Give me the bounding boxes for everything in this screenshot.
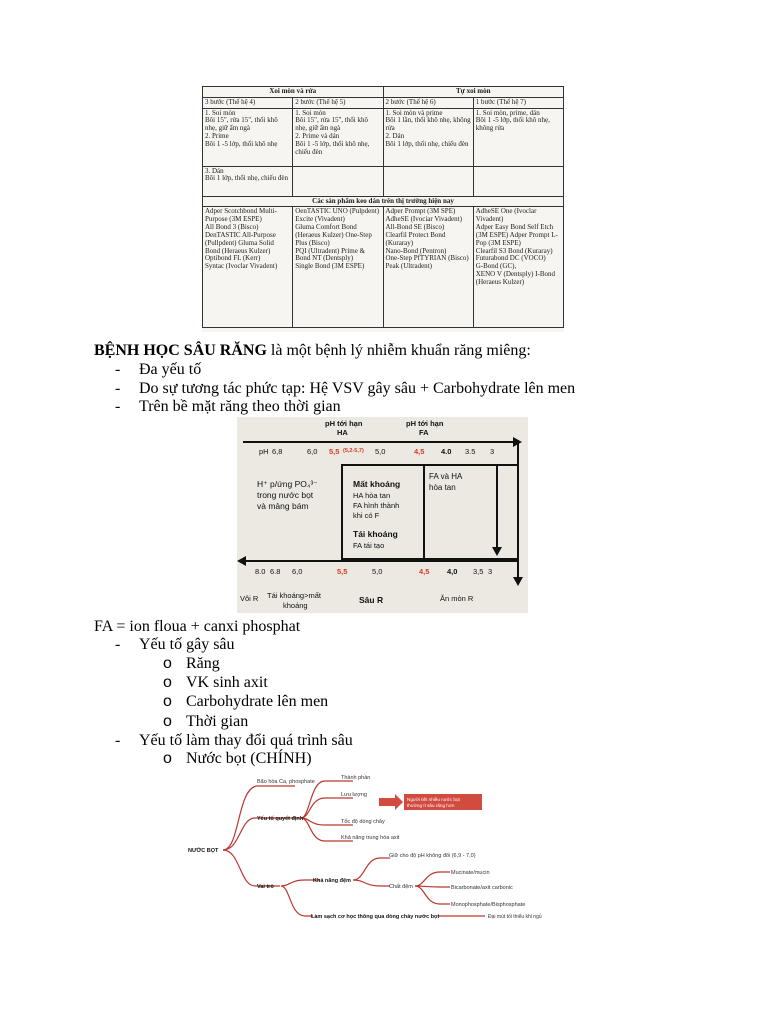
mind-map-node: Khả năng đệm	[313, 878, 351, 884]
ph-range: (5,2-5,7)	[343, 448, 364, 454]
list-item-text: Yếu tố gây sâu	[139, 636, 235, 653]
mind-map-node: Vai trò	[257, 884, 274, 890]
mind-map-node: Thành phần	[341, 775, 371, 781]
branch-luu-luong	[301, 798, 353, 818]
mind-map-node: Giữ cho độ pH không đổi (6,9 - 7,0)	[389, 853, 476, 859]
mind-map-root: NƯỚC BỌT	[188, 848, 219, 854]
callout-text: thường ít sâu răng hơn	[407, 803, 455, 808]
ph-tick: 3,5	[473, 567, 484, 576]
table-cell: 1. Soi mòn Bôi 15", rửa 15", thổi khô nhẹ, giữ ẩm ngà 2. Prime và dán Bôi 1 -5 lớp, thổi khô nhẹ, chiếu đèn	[293, 108, 383, 166]
box-top	[341, 464, 517, 466]
ph-tick-critical-fa: 4,5	[419, 567, 430, 576]
remineralization-title: Tái khoáng	[353, 529, 398, 539]
ph-tick: 6,8	[272, 447, 283, 456]
zone-erosion: Ăn mòn R	[440, 594, 474, 603]
sub-list-item-text: Nước bọt (CHÍNH)	[186, 750, 312, 767]
table-products-cell: AdheSE One (Ivoclar Vivadent) Adper Easy Bond Self Etch (3M ESPE) Adper Prompt L-Pop (3M ESPE) Clearfil S3 Bond (Kuraray) Futurabond DC (VOCO) G-Bond (GC), XENO V (Dentsply) I-Bond (Heraeus Kulzer)	[473, 207, 563, 328]
list-item-text: Yếu tố làm thay đổi quá trình sâu	[139, 732, 353, 749]
zone-voi-r: Vôi R	[240, 594, 259, 603]
box-left	[341, 464, 343, 560]
table-products-cell: Adper Prompt (3M SPE) AdheSE (Ivociar Vivadent) All-Bond SE (Bisco) Clearfil Protect Bond (Kuraray) Nano-Bond (Pentron) One-Step PfTYRIAN (Bisco) Peak (Ultradent)	[383, 207, 473, 328]
ph-tick: 4,0	[447, 567, 458, 576]
branch-vai-tro	[223, 850, 280, 886]
table-gen-header: 1 bước (Thế hệ 7)	[473, 97, 563, 108]
mind-map-node: Bicarbonate/axit carbonic	[451, 885, 513, 891]
remineralization-text: FA tái tạo	[353, 541, 385, 550]
ph-tick-critical-ha: 5,5	[329, 447, 340, 456]
mind-map-node: Mucinate/mucin	[451, 870, 490, 876]
table-cell: 1. Soi mòn Bôi 15", rửa 15", thổi khô nhẹ, giữ ẩm ngà 2. Prime Bôi 1 -5 lớp, thổi khô nhẹ	[203, 108, 293, 166]
mind-map-node: Khả năng trung hòa axit	[341, 835, 400, 841]
table-products-cell: OenTASTIC UNO (Pulpdent) Excite (Vivadent) Gluma Comfort Bond (Heraeus Kulzer) One-Step Plus (Bisco) PQI (Ultradent) Prime & Bond NT (Dentsply) Single Bond (3M ESPE)	[293, 207, 383, 328]
table-gen-header: 3 bước (Thế hệ 4)	[203, 97, 293, 108]
box-divider	[423, 464, 425, 560]
ph-tick: 3.5	[465, 447, 476, 456]
ph-tick: 5,0	[375, 447, 386, 456]
down-arrowhead-icon	[492, 547, 502, 557]
circle-bullet: o	[163, 693, 172, 710]
ph-tick: 6,0	[307, 447, 318, 456]
ph-tick: 4.0	[441, 447, 452, 456]
branch-bicarbonate	[415, 886, 450, 887]
ph-diagram-image	[237, 417, 528, 613]
sub-list-item-text: Thời gian	[186, 713, 249, 730]
ph-tick-critical-fa: 4,5	[414, 447, 425, 456]
circle-bullet: o	[163, 674, 172, 691]
adhesive-table-image	[202, 86, 564, 332]
section-heading	[94, 341, 531, 360]
ph-tick: 6,0	[292, 567, 303, 576]
dash-bullet: -	[115, 380, 121, 397]
branch-monophosphate	[415, 886, 450, 904]
table-cell	[473, 166, 563, 196]
sub-list-item-text: Răng	[186, 655, 220, 672]
fa-ha-dissolve: FA và HA	[429, 472, 463, 481]
ph-tick: pH	[259, 447, 269, 456]
h-reaction-text: và mảng bám	[257, 501, 309, 511]
ha-critical-label: pH tới hạn	[325, 419, 363, 428]
table-cell: 1. Soi mòn, prime, dán Bôi 1 -5 lớp, thổi khô nhẹ, không rửa	[473, 108, 563, 166]
demineralization-text: FA hình thành	[353, 501, 400, 510]
fa-ha-dissolve: hòa tan	[429, 483, 456, 492]
branch-lam-sach	[281, 886, 313, 916]
saliva-mind-map-image	[185, 768, 543, 932]
ha-critical-label-2: HA	[337, 428, 348, 437]
table-cell: 1. Soi mòn và prime Bôi 1 lần, thổi khô nhẹ, không rửa 2. Dán Bôi 1 lớp, thổi nhẹ, chiếu đèn	[383, 108, 473, 166]
table-group-etch-rinse: Xoi mòn và rửa	[203, 87, 384, 98]
fa-critical-label-2: FA	[419, 428, 429, 437]
bottom-arrow	[243, 560, 519, 562]
mind-map-node: Lưu lượng	[341, 792, 367, 798]
circle-bullet: o	[163, 713, 172, 730]
ph-tick: 6.8	[270, 567, 281, 576]
h-reaction-text: trong nước bọt	[257, 490, 314, 500]
mind-map-node: Bão hòa Ca, phosphate	[257, 779, 315, 785]
adhesive-table	[202, 86, 564, 328]
ph-tick: 3	[488, 567, 493, 576]
ph-tick: 3	[490, 447, 495, 456]
branch-mucinate	[415, 872, 450, 886]
outer-arrowhead-icon	[513, 577, 523, 587]
ph-tick: 8.0	[255, 567, 266, 576]
table-cell	[293, 166, 383, 196]
branch-giu-ph	[353, 858, 390, 880]
mind-map-node: Monophosphate/Bisphosphate	[451, 902, 526, 908]
fa-critical-label: pH tới hạn	[406, 419, 444, 428]
table-products-header: Các sản phẩm keo dán trên thị trường hiện nay	[203, 196, 564, 207]
right-down-arrow	[496, 465, 498, 549]
table-group-self-etch: Tự xoi mòn	[383, 87, 564, 98]
bottom-arrowhead-icon	[237, 556, 247, 566]
sub-list-item-text: Carbohydrate lên men	[186, 693, 329, 710]
demineralization-title: Mất khoáng	[353, 479, 401, 489]
branch-chat-dem	[353, 880, 390, 886]
mind-map-node: Làm sạch cơ học thông qua dòng chảy nước bọt	[311, 914, 440, 920]
mind-map-node: Chất đệm	[389, 884, 413, 890]
ph-tick: 5,0	[372, 567, 383, 576]
mind-map-svg	[185, 768, 543, 932]
circle-bullet: o	[163, 655, 172, 672]
demineralization-text: HA hòa tan	[353, 491, 391, 500]
mind-map-node: Yếu tố quyết định	[257, 816, 304, 822]
sub-list-item-text: VK sinh axit	[186, 674, 268, 691]
circle-bullet: o	[163, 750, 172, 767]
table-cell	[383, 166, 473, 196]
h-reaction-text: H⁺ p/ứng PO₄³⁻	[257, 479, 318, 489]
list-item-text: Đa yếu tố	[139, 361, 202, 378]
list-item-text: Trên bề mặt răng theo thời gian	[139, 398, 341, 415]
table-cell: 3. Dán Bôi 1 lớp, thổi nhẹ, chiếu đèn	[203, 166, 293, 196]
mind-map-node: Đại mút tối thiểu khi ngủ	[488, 914, 542, 920]
top-arrow	[243, 441, 520, 443]
heading-rest: là một bệnh lý nhiễm khuẩn răng miêng:	[266, 342, 531, 359]
list-item-text: Do sự tương tác phức tạp: Hệ VSV gây sâu + Carbohydrate lên men	[139, 380, 576, 397]
demineralization-text: khi có F	[353, 511, 380, 520]
table-products-cell: Adper Scotchbond Multi-Purpose (3M ESPE) All Bond 3 (Bisco) DenTASTIC All-Purpose (Pullpdent) Gluma Solid Bond (Heraeus Kulzer) Optibond FL (Kerr) Syntac (Ivoclar Vivadent)	[203, 207, 293, 328]
callout-arrow-icon	[379, 794, 403, 810]
heading-bold: BỆNH HỌC SÂU RĂNG	[94, 342, 267, 359]
zone-remineralization-2: khoáng	[283, 601, 308, 610]
zone-caries: Sâu R	[359, 595, 384, 605]
table-gen-header: 2 bước (Thế hệ 5)	[293, 97, 383, 108]
fa-definition: FA = ion floua + canxi phosphat	[94, 618, 301, 635]
callout-text: Người tiết nhiều nước bọt	[407, 797, 460, 802]
dash-bullet: -	[115, 732, 121, 749]
dash-bullet: -	[115, 636, 121, 653]
ph-tick-critical-ha: 5,5	[337, 567, 348, 576]
zone-remineralization: Tái khoáng>mất	[267, 591, 321, 600]
dash-bullet: -	[115, 361, 121, 378]
table-gen-header: 2 bước (Thế hệ 6)	[383, 97, 473, 108]
dash-bullet: -	[115, 398, 121, 415]
mind-map-node: Tốc độ dòng chảy	[341, 819, 385, 825]
